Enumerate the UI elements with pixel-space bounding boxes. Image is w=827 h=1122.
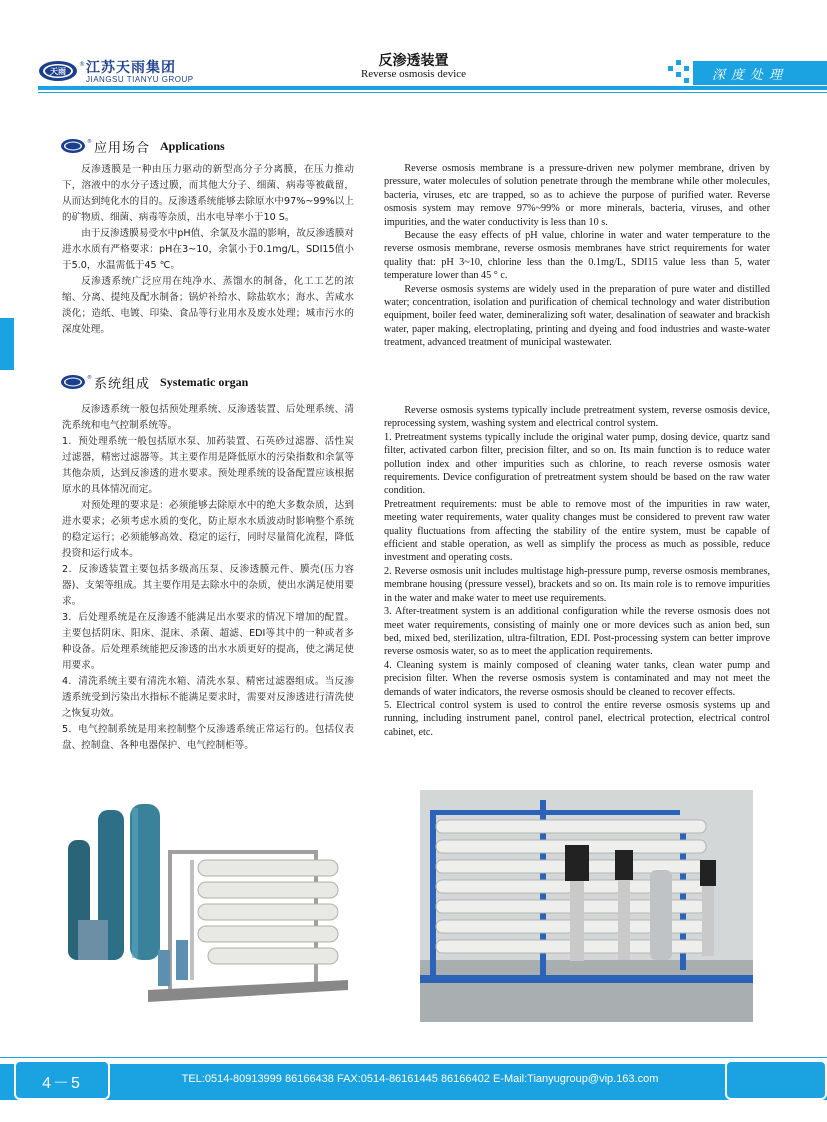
side-tab xyxy=(0,318,14,370)
paragraph: Reverse osmosis systems typically include pretreatment system, reverse osmosis device, reprocessing system, washing system and electrical control system. xyxy=(384,405,770,430)
ro-equipment-photo-right xyxy=(420,790,753,1022)
section-logo-icon xyxy=(60,138,90,154)
ro-equipment-photo-left xyxy=(58,790,358,1030)
page-header xyxy=(0,0,827,100)
pixel-decor xyxy=(676,60,681,65)
paragraph: 由于反渗透膜易受水中pH值、余氯及水温的影响，故反渗透膜对进水水质有严格要求：pH在3~10，余氯小于0.1mg/L，SDI15值小于5.0，水温需低于45 ℃。 xyxy=(62,228,354,271)
system-heading-en: Systematic organ xyxy=(160,374,249,389)
paragraph: 1. Pretreatment systems typically include the original water pump, dosing device, quartz sand filter, activated carbon filter, precision filter, and so on. Its main function is to reduce water pollution index and other impurities such as chlorine, to reach reverse osmosis water requirements. Device configuration of pretreatment system should be based on the raw water condition. xyxy=(384,431,770,497)
header-rule-thin xyxy=(38,92,827,93)
paragraph: Because the easy effects of pH value, chlorine in water and water temperature to the reverse osmosis membrane, reverse osmosis membranes have strict requirements for water quality that: pH 3~10, chlorine less than the 0.1mg/L, SDI15 value less than 5, water temperature lower than 45 ° c. xyxy=(384,230,770,282)
paragraph: 反渗透系统一般包括预处理系统、反渗透装置、后处理系统、清洗系统和电气控制系统等。 xyxy=(62,404,354,431)
pixel-decor xyxy=(684,66,689,71)
paragraph: 对预处理的要求是：必须能够去除原水中的绝大多数杂质，达到进水要求；必须考虑水质的变化，防止原水水质波动时影响整个系统的稳定运行；必须能够高效、稳定的运行，同时尽量简化流程，降低投资和运行成本。 xyxy=(62,500,354,559)
paragraph: Reverse osmosis membrane is a pressure-driven new polymer membrane, driven by pressure, water molecules of solution penetrate through the membrane while other molecules, bacteria, viruses, etc are trapped, so as to achieve the purpose of purified water. Reverse osmosis system may remove 97%~99% or more minerals, bacteria, viruses, and other impurities, and the water conductivity is less than 10 s. xyxy=(384,163,770,228)
svg-text:®: ® xyxy=(87,139,92,145)
svg-text:®: ® xyxy=(79,61,85,68)
paragraph: 5．电气控制系统是用来控制整个反渗透系统正常运行的。包括仪表盘、控制盘、各种电器保护、电气控制柜等。 xyxy=(62,724,354,751)
pixel-decor xyxy=(684,78,689,83)
applications-text-en xyxy=(384,162,770,350)
header-rule xyxy=(38,86,827,90)
system-heading xyxy=(60,372,248,392)
paragraph: Reverse osmosis systems are widely used in the preparation of pure water and distilled water; concentration, isolation and purification of chemical technology and water distribution equipment, boiler feed water, demineralizing soft water, desalination of seawater and brackish water, paper making, electroplating, printing and dyeing and food industries and waste-water treatment, advanced treatment of municipal wastewater. xyxy=(384,283,770,349)
footer-rule xyxy=(0,1057,827,1058)
paragraph: 3．后处理系统是在反渗透不能满足出水要求的情况下增加的配置。主要包括阴床、阳床、混床、杀菌、超滤、EDI等其中的一种或者多种设备。后处理系统能把反渗透的出水水质更好的提高，使之满足使用要求。 xyxy=(62,612,354,671)
company-name-cn: 江苏天雨集团 xyxy=(86,60,176,76)
pixel-decor xyxy=(668,66,673,71)
paragraph: 1．预处理系统一般包括原水泵、加药装置、石英砂过滤器、活性炭过滤器，精密过滤器等。其主要作用是降低原水的污染指数和余氯等其他杂质，达到反渗透的进水要求。预处理系统的设备配置应该根据原水的具体情况而定。 xyxy=(62,436,354,495)
paragraph: 3. After-treatment system is an additional configuration while the reverse osmosis does not meet water requirements, consisting of mainly one or more devices such as anion bed, sun bed, mixed bed, sterilization, ultra-filtration, EDI. Post-processing system can better improve reverse osmosis water, so as to meet the application requirements. xyxy=(384,606,770,658)
paragraph: 4．清洗系统主要有清洗水箱、清洗水泵、精密过滤器组成。当反渗透系统受到污染出水指标不能满足要求时，需要对反渗透进行清洗使之恢复功效。 xyxy=(62,676,354,719)
pixel-decor xyxy=(676,72,681,77)
paragraph: 2．反渗透装置主要包括多级高压泵、反渗透膜元件、膜壳(压力容器)、支架等组成。其主要作用是去除水中的杂质，使出水满足使用要求。 xyxy=(62,564,354,607)
applications-text-cn xyxy=(62,162,354,338)
paragraph: 4. Cleaning system is mainly composed of cleaning water tanks, clean water pump and precision filter. When the reverse osmosis system is contaminated and may not meet the demands of water indicators, the reverse osmosis should be cleaned to recover effects. xyxy=(384,659,770,698)
page-number: 4－5 xyxy=(42,1075,82,1092)
applications-heading xyxy=(60,136,225,156)
paragraph: Pretreatment requirements: must be able to remove most of the impurities in raw water, meeting water requirements, water quality changes must be considered to prevent raw water quality fluctuations from affecting the stability of the entire system, must be capable of efficient and stable operation, as well as simplify the process as much as possible, reduce investment and operating costs. xyxy=(384,498,770,564)
applications-heading-cn: 应用场合 xyxy=(94,140,151,156)
system-text-en xyxy=(384,404,770,739)
section-logo-icon xyxy=(60,374,90,390)
company-name-en: JIANGSU TIANYU GROUP xyxy=(86,75,194,84)
system-text-cn xyxy=(62,402,354,754)
applications-heading-en: Applications xyxy=(160,138,225,153)
paragraph: 反渗透系统广泛应用在纯净水、蒸馏水的制备，化工工艺的浓缩、分离、提纯及配水制备；锅炉补给水、除盐软水；海水、苦咸水淡化；造纸、电镀、印染、食品等行业用水及废水处理；城市污水的深度处理。 xyxy=(62,276,354,335)
category-label: 深度处理 xyxy=(712,68,789,83)
page-title-en: Reverse osmosis device xyxy=(360,68,467,80)
page-title-cn: 反渗透装置 xyxy=(378,53,449,69)
paragraph: 反渗透膜是一种由压力驱动的新型高分子分离膜，在压力推动下，溶液中的水分子透过膜，而其他大分子、细菌、病毒等被截留，从而达到纯化水的目的。反渗透系统能够去除原水中97%~99%以上的矿物质、细菌、病毒等杂质，出水电导率小于10 S。 xyxy=(62,164,354,223)
svg-text:天雨: 天雨 xyxy=(50,67,66,76)
system-heading-cn: 系统组成 xyxy=(94,376,151,392)
footer-right-box xyxy=(725,1060,827,1100)
svg-text:®: ® xyxy=(87,375,92,381)
paragraph: 5. Electrical control system is used to control the entire reverse osmosis systems up and running, including instrument panel, control panel, electrical protection, electrical control cabinet, etc. xyxy=(384,699,770,738)
contact-info: TEL:0514-80913999 86166438 FAX:0514-86161445 86166402 E-Mail:Tianyugroup@vip.163.com xyxy=(181,1073,659,1085)
paragraph: 2. Reverse osmosis unit includes multistage high-pressure pump, reverse osmosis membranes, membrane housing (pressure vessel), brackets and so on. Its main role is to remove impurities in the water and make water to meet use requirements. xyxy=(384,565,770,604)
